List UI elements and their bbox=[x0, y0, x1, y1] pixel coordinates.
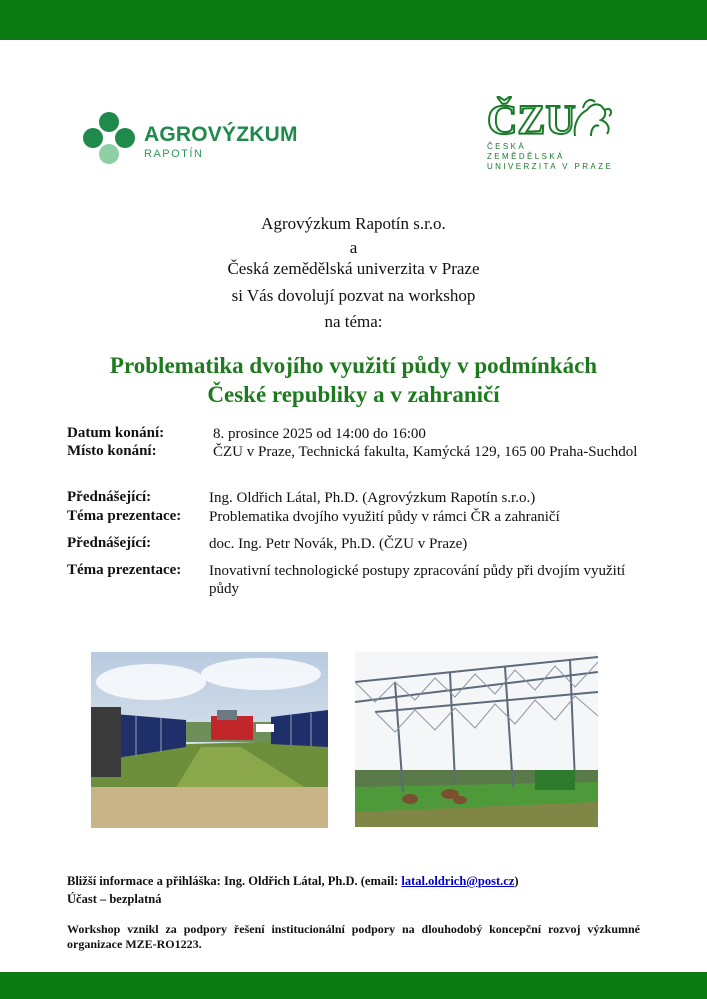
speaker2-value: doc. Ing. Petr Novák, Ph.D. (ČZU v Praze) bbox=[209, 536, 468, 552]
photo-agrivoltaic-structure bbox=[355, 652, 598, 827]
contact-suffix: ) bbox=[514, 874, 519, 888]
photo-field-harvester bbox=[91, 652, 328, 828]
contact-info bbox=[67, 874, 519, 889]
intro-org-2: Česká zemědělská univerzita v Praze bbox=[227, 259, 480, 278]
agrovyzkum-circles-icon bbox=[82, 111, 136, 165]
bottom-green-bar bbox=[0, 972, 707, 999]
intro-invite: si Vás dovolují pozvat na workshop bbox=[231, 286, 476, 305]
title-line-1: Problematika dvojího využití půdy v podmínkách bbox=[109, 353, 598, 378]
contact-prefix: Bližší informace a přihláška: Ing. Oldřich Látal, Ph.D. (email: bbox=[67, 874, 402, 888]
topic2-label: Téma prezentace: bbox=[67, 562, 182, 578]
speaker1-value: Ing. Oldřich Látal, Ph.D. (Agrovýzkum Rapotín s.r.o.) bbox=[209, 490, 536, 506]
place-label: Místo konání: bbox=[67, 443, 157, 459]
date-label: Datum konání: bbox=[67, 425, 165, 441]
agrovyzkum-logo-name: AGROVÝZKUM bbox=[144, 123, 298, 146]
czu-monogram: ČZU bbox=[487, 98, 576, 142]
top-green-bar bbox=[0, 0, 707, 40]
place-value: ČZU v Praze, Technická fakulta, Kamýcká 129, 165 00 Praha-Suchdol bbox=[213, 444, 638, 460]
topic1-label: Téma prezentace: bbox=[67, 508, 182, 524]
intro-org-1: Agrovýzkum Rapotín s.r.o. bbox=[261, 214, 446, 233]
contact-email-link[interactable]: latal.oldrich@post.cz bbox=[401, 874, 515, 888]
intro-and: a bbox=[349, 238, 358, 257]
agrovyzkum-logo bbox=[82, 111, 302, 165]
title-line-2: České republiky a v zahraničí bbox=[207, 382, 500, 407]
funding-note: Workshop vznikl za podpory řešení institucionální podpory na dlouhodobý koncepční rozvoj výzkumné organizace MZE-RO1223. bbox=[67, 922, 640, 951]
speaker2-label: Přednášející: bbox=[67, 535, 152, 551]
topic1-value: Problematika dvojího využití půdy v rámci ČR a zahraničí bbox=[209, 509, 560, 525]
participation-note: Účast – bezplatná bbox=[67, 892, 162, 906]
date-value: 8. prosince 2025 od 14:00 do 16:00 bbox=[213, 426, 426, 442]
speaker1-label: Přednášející: bbox=[67, 489, 152, 505]
czu-logo-text bbox=[487, 142, 613, 172]
agrovyzkum-logo-sub: RAPOTÍN bbox=[144, 148, 204, 160]
czu-logo bbox=[487, 96, 617, 178]
czu-lion-emblem-icon bbox=[487, 96, 617, 142]
czu-line-2: ZEMĚDĚLSKÁ bbox=[487, 152, 565, 161]
topic2-value: Inovativní technologické postupy zpracování půdy při dvojím využití půdy bbox=[209, 563, 626, 597]
page-title bbox=[0, 351, 707, 409]
czu-line-1: ČESKÁ bbox=[487, 142, 527, 151]
czu-line-3: UNIVERZITA V PRAZE bbox=[487, 162, 614, 171]
intro-topic: na téma: bbox=[324, 312, 383, 331]
